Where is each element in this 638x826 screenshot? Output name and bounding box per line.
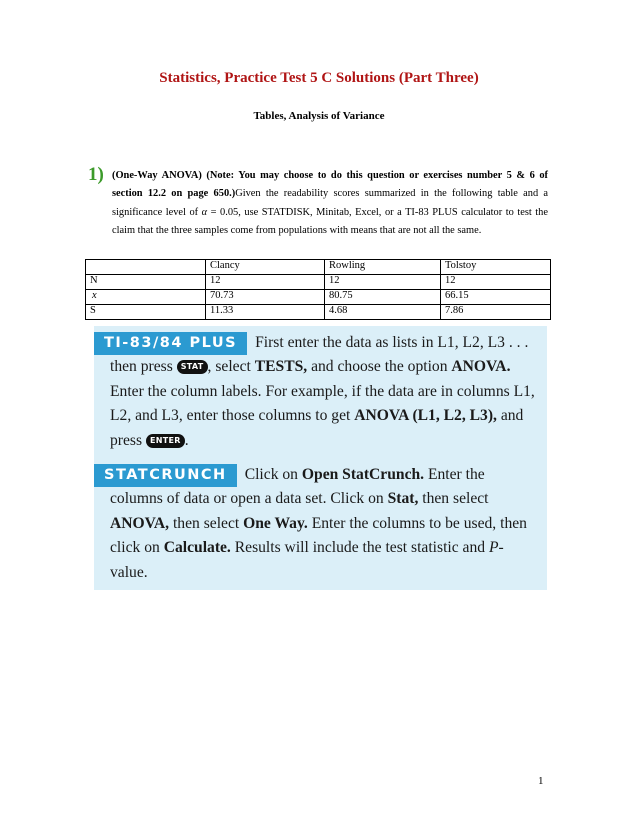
- sc-stat-label: Stat,: [387, 490, 419, 508]
- statcrunch-label-band: STATCRUNCH: [94, 464, 237, 487]
- page-title: Statistics, Practice Test 5 C Solutions (Part Three): [159, 70, 479, 86]
- stat-key-icon: STAT: [177, 360, 208, 374]
- sc-text: Enter the columns to be used, then click on: [110, 514, 527, 557]
- table-header-cell: Clancy: [206, 260, 325, 275]
- sc-text: then select: [418, 490, 489, 508]
- sc-p-label: P: [488, 539, 499, 557]
- xbar-symbol: $\overline{x}$: [92, 290, 97, 301]
- ti-text: and press: [110, 407, 524, 449]
- question-body-2: = 0.05, use STATDISK, Minitab, Excel, or a TI-83 PLUS calculator to test the claim that the three samples come from populations with means that are not all the same.: [112, 206, 548, 236]
- ti-instructions: [104, 331, 541, 453]
- ti-text: , select: [207, 358, 255, 376]
- ti-label-band: TI-83/84 PLUS: [94, 332, 247, 355]
- sc-text: Enter the columns of data or open a data set. Click on: [110, 466, 485, 508]
- table-cell: 12: [206, 275, 325, 290]
- ti-text: .: [184, 431, 189, 449]
- sc-oneway-label: One Way.: [243, 514, 308, 532]
- table-header-row: [86, 260, 551, 275]
- page-subtitle: Tables, Analysis of Variance: [253, 110, 385, 122]
- sc-anova-label: ANOVA,: [110, 514, 170, 532]
- table-cell: [86, 290, 206, 305]
- ti-text: First enter the data as lists in L1, L2, L3 . . . then press: [110, 334, 529, 376]
- sc-open-label: Open StatCrunch.: [301, 466, 425, 484]
- table-cell: 12: [325, 275, 441, 290]
- table-cell: 80.75: [325, 290, 441, 305]
- ti-tests-label: TESTS,: [254, 358, 308, 376]
- ti-text: and choose the option: [307, 358, 452, 376]
- ti-text: Enter the column labels. For example, if the data are in columns L1, L2, and L3, enter those columns to get: [110, 382, 535, 425]
- summary-table: [85, 259, 551, 320]
- table-header-cell: [86, 260, 206, 275]
- sc-calculate-label: Calculate.: [163, 539, 231, 557]
- sc-text: Click on: [244, 466, 302, 484]
- table-header-cell: Tolstoy: [441, 260, 551, 275]
- calculator-instructions-box: [94, 326, 547, 590]
- table-cell: S: [86, 305, 206, 320]
- table-cell: 4.68: [325, 305, 441, 320]
- table-header-cell: Rowling: [325, 260, 441, 275]
- ti-anova-label: ANOVA.: [451, 358, 511, 376]
- table-cell: 12: [441, 275, 551, 290]
- ti-anova-command: ANOVA (L1, L2, L3),: [354, 407, 497, 425]
- table-row: [86, 275, 551, 290]
- enter-key-icon: ENTER: [146, 434, 185, 448]
- table-cell: 7.86: [441, 305, 551, 320]
- page-number: 1: [538, 775, 544, 787]
- table-cell: 70.73: [206, 290, 325, 305]
- statcrunch-instructions: [104, 463, 541, 585]
- table-row: [86, 305, 551, 320]
- question-lead: (One-Way ANOVA) (Note: You may choose to do this question or exercises number 5 & 6 of section 12.2 on page 650.): [112, 170, 548, 200]
- question-number: 1): [88, 164, 104, 185]
- table-cell: 11.33: [206, 305, 325, 320]
- table-cell: 66.15: [441, 290, 551, 305]
- sc-text: then select: [169, 514, 244, 532]
- table-row: [86, 290, 551, 305]
- question-text: [112, 167, 548, 240]
- alpha-symbol: α: [201, 206, 208, 218]
- question-body-1: Given the readability scores summarized in the following table and a significance level of: [112, 188, 549, 218]
- table-cell: N: [86, 275, 206, 290]
- sc-text: Results will include the test statistic and: [230, 539, 489, 557]
- sc-text: -value.: [110, 539, 504, 581]
